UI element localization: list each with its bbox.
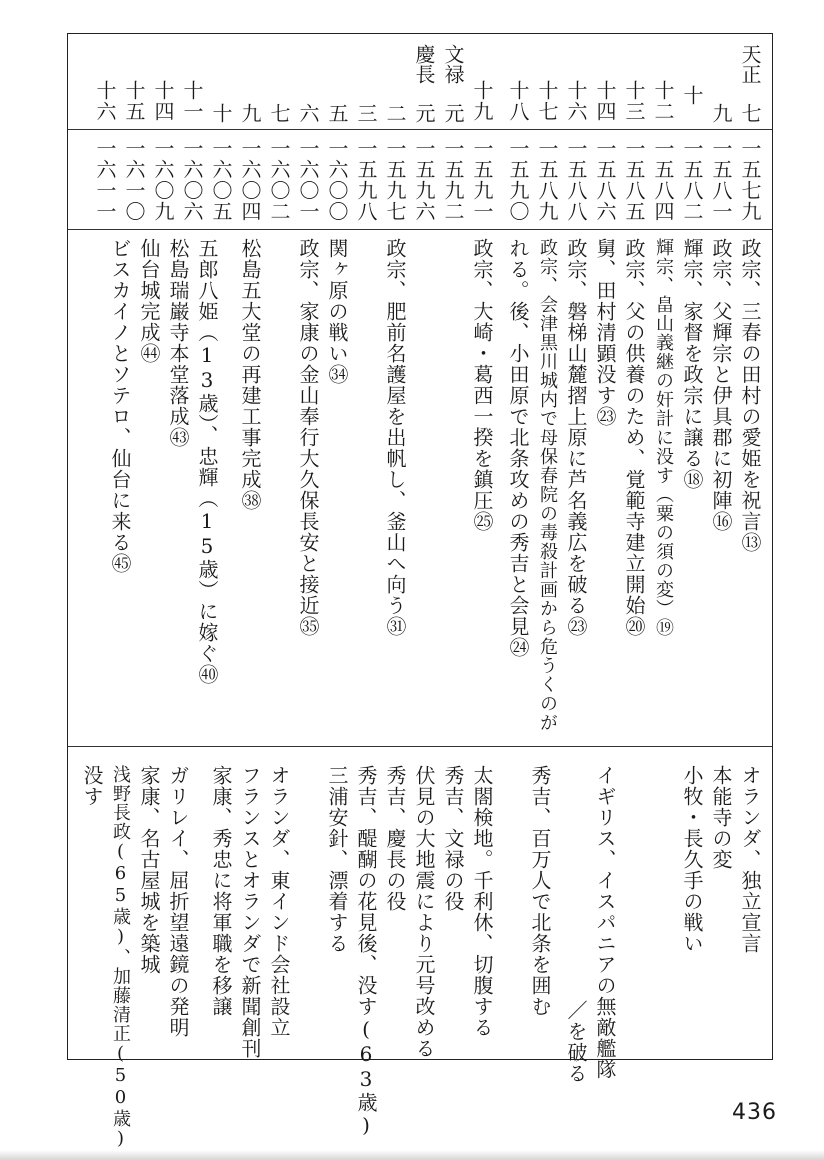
year-cell: 五 xyxy=(325,103,349,124)
ad-year-cell: 一五八一 xyxy=(709,138,733,222)
ad-year-cell: 一六〇〇 xyxy=(325,138,349,222)
era-tensho: 天正 xyxy=(738,44,762,84)
ad-year-cell: 一五八九 xyxy=(535,138,559,222)
event-cell: れる。後、小田原で北条攻めの秀吉と会見㉔ xyxy=(506,238,530,658)
year-cell: 九 xyxy=(238,103,262,124)
ad-year-cell: 一六〇九 xyxy=(151,138,175,222)
year-cell: 十七 xyxy=(535,80,559,122)
world-event-cell: 太閤検地。千利休、切腹する xyxy=(470,765,494,1038)
era-bunroku: 文禄 xyxy=(441,44,465,84)
event-cell: 松島五大堂の再建工事完成㊳ xyxy=(238,238,262,511)
ad-year-cell: 一五九八 xyxy=(354,138,378,222)
world-event-cell: オランダ、東インド会社設立 xyxy=(267,765,291,1038)
year-cell: 元 xyxy=(412,103,436,124)
ad-year-cell: 一五九六 xyxy=(412,138,436,222)
world-event-cell: 家康、秀忠に将軍職を移譲 xyxy=(209,765,233,1017)
year-cell: 十 xyxy=(680,85,704,106)
year-cell: 七 xyxy=(738,103,762,124)
year-cell: 九 xyxy=(709,103,733,124)
year-cell: 六 xyxy=(296,103,320,124)
page-number: 436 xyxy=(732,1100,777,1125)
world-event-cell: 三浦安針、漂着する xyxy=(325,765,349,954)
world-event-cell: オランダ、独立宣言 xyxy=(738,765,762,954)
world-event-cell: 浅野長政(65歳)、加藤清正(50歳) xyxy=(110,765,131,1150)
world-event-cell: 小牧・長久手の戦い xyxy=(680,765,704,954)
world-event-cell: ガリレイ、屈折望遠鏡の発明 xyxy=(166,765,190,1038)
world-event-cell: ／を破る xyxy=(564,1000,588,1084)
event-cell: 政宗、父輝宗と伊具郡に初陣⑯ xyxy=(709,238,733,532)
ad-year-cell: 一五八二 xyxy=(680,138,704,222)
event-cell: 政宗、家康の金山奉行大久保長安と接近㉟ xyxy=(296,238,320,637)
event-cell: 政宗、会津黒川城内で母保春院の毒殺計画から危うくのが xyxy=(537,238,558,732)
year-cell: 十六 xyxy=(93,80,117,122)
divider-ad-events xyxy=(68,229,772,230)
page-edge-shadow xyxy=(0,1150,824,1160)
event-cell: 輝宗、家督を政宗に譲る⑱ xyxy=(680,238,704,490)
divider-events-world xyxy=(68,746,772,747)
event-cell: 政宗、磐梯山麓摺上原に芦名義広を破る㉓ xyxy=(564,238,588,637)
year-cell: 十四 xyxy=(151,80,175,122)
world-event-cell: 秀吉、文禄の役 xyxy=(441,765,465,912)
world-event-cell: 秀吉、醍醐の花見後、没す(63歳) xyxy=(354,765,378,1138)
ad-year-cell: 一六〇五 xyxy=(209,138,233,222)
ad-year-cell: 一五八四 xyxy=(651,138,675,222)
ad-year-cell: 一六〇六 xyxy=(180,138,204,222)
year-cell: 十九 xyxy=(470,80,494,122)
year-cell: 十二 xyxy=(651,80,675,122)
year-cell: 三 xyxy=(354,103,378,124)
year-cell: 十五 xyxy=(122,80,146,122)
year-cell: 十八 xyxy=(506,80,530,122)
divider-year-ad xyxy=(68,129,772,130)
year-cell: 十六 xyxy=(564,80,588,122)
year-cell: 十四 xyxy=(593,80,617,122)
ad-year-cell: 一六一〇 xyxy=(122,138,146,222)
world-event-cell: 秀吉、百万人で北条を囲む xyxy=(528,765,552,1017)
event-cell: 舅、田村清顕没す㉓ xyxy=(593,238,617,427)
event-cell: 五郎八姫（13歳）、忠輝（15歳）に嫁ぐ㊵ xyxy=(195,238,219,685)
event-cell: 政宗、父の供養のため、覚範寺建立開始⑳ xyxy=(622,238,646,637)
ad-year-cell: 一五九二 xyxy=(441,138,465,222)
ad-year-cell: 一六〇四 xyxy=(238,138,262,222)
ad-year-cell: 一五九一 xyxy=(470,138,494,222)
world-event-tail: 没す xyxy=(80,765,104,807)
year-cell: 七 xyxy=(267,103,291,124)
year-cell: 十三 xyxy=(622,80,646,122)
ad-year-cell: 一五八六 xyxy=(593,138,617,222)
ad-year-cell: 一五九〇 xyxy=(506,138,530,222)
event-cell: 関ヶ原の戦い㉞ xyxy=(325,238,349,385)
world-event-cell: フランスとオランダで新聞創刊 xyxy=(238,765,262,1059)
event-cell: 松島瑞巌寺本堂落成㊸ xyxy=(166,238,190,448)
world-event-cell: 秀吉、慶長の役 xyxy=(383,765,407,912)
year-cell: 二 xyxy=(383,103,407,124)
ad-year-cell: 一六〇一 xyxy=(296,138,320,222)
ad-year-cell: 一六一一 xyxy=(93,138,117,222)
ad-year-cell: 一六〇二 xyxy=(267,138,291,222)
event-cell: 政宗、大崎・葛西一揆を鎮圧㉕ xyxy=(470,238,494,532)
era-keicho: 慶長 xyxy=(412,44,436,84)
event-cell: ビスカイノとソテロ、仙台に来る㊺ xyxy=(108,238,132,574)
event-cell: 政宗、肥前名護屋を出帆し、釜山へ向う㉛ xyxy=(383,238,407,637)
ad-year-cell: 一五八五 xyxy=(622,138,646,222)
event-cell: 仙台城完成㊹ xyxy=(137,238,161,364)
ad-year-cell: 一五八八 xyxy=(564,138,588,222)
event-cell: 政宗、三春の田村の愛姫を祝言⑬ xyxy=(738,238,762,553)
year-cell: 元 xyxy=(441,103,465,124)
event-cell: 輝宗、畠山義継の奸計に没す（粟の須の変）⑲ xyxy=(653,238,674,637)
world-event-cell: 本能寺の変 xyxy=(709,765,733,870)
ad-year-cell: 一五七九 xyxy=(738,138,762,222)
year-cell: 十一 xyxy=(180,80,204,122)
world-event-cell: イギリス、イスパニアの無敵艦隊 xyxy=(593,765,617,1080)
world-event-cell: 家康、名古屋城を築城 xyxy=(137,765,161,975)
year-cell: 十 xyxy=(209,103,233,124)
ad-year-cell: 一五九七 xyxy=(383,138,407,222)
world-event-cell: 伏見の大地震により元号改める xyxy=(412,765,436,1059)
